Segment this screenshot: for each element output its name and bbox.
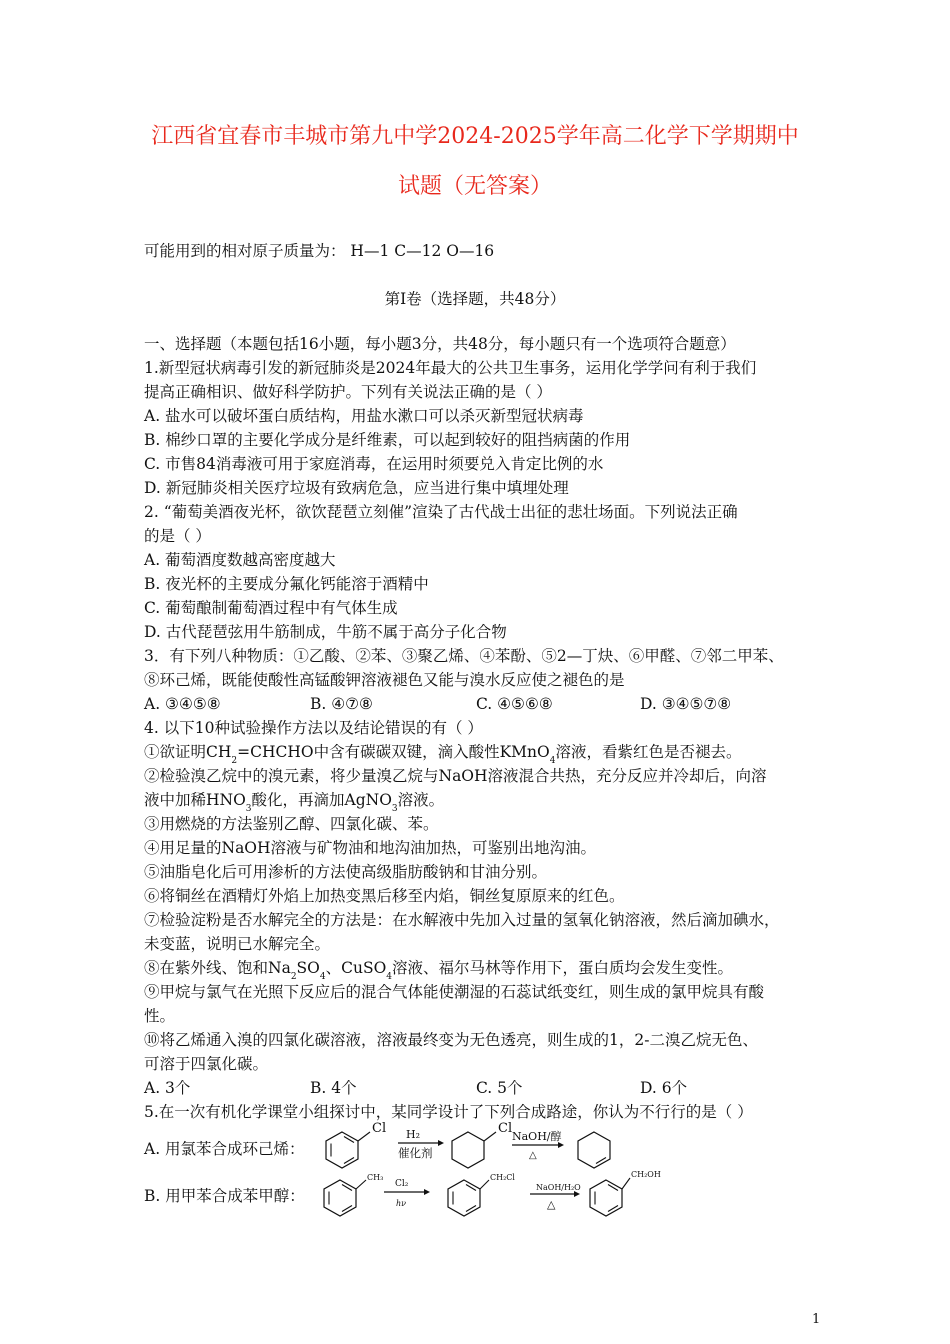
q5-stem: 5.在一次有机化学课堂小组探讨中，某同学设计了下列合成路途，你认为不行行的是（ ） <box>144 1103 753 1121</box>
q4-item-7-line1: ⑦检验淀粉是否水解完全的方法是：在水解液中先加入过量的氢氧化钠溶液，然后滴加碘水， <box>144 911 780 929</box>
q5-a-cl-2: Cl <box>498 1121 513 1136</box>
q4-option-b: B. 4个 <box>310 1079 357 1097</box>
q4-item-8-text-b: SO <box>296 959 320 977</box>
q4-item-2-text-a: 液中加稀HNO <box>144 791 246 809</box>
q4-item-8-sub-1: 2 <box>290 972 297 982</box>
q4-item-2-sub-1: 3 <box>245 804 252 814</box>
q2-stem-line1: 2. “葡萄美酒夜光杯，欲饮琵琶立刻催”渲染了古代战士出征的悲壮场面。下列说法正确 <box>144 503 738 521</box>
q5-b-ch2cl: CH₂Cl <box>490 1173 515 1182</box>
q2-option-a: A. 葡萄酒度数越高密度越大 <box>144 551 336 569</box>
q4-option-d: D. 6个 <box>640 1079 688 1097</box>
part-intro: 一、选择题（本题包括16小题，每小题3分，共48分，每小题只有一个选项符合题意） <box>144 335 736 353</box>
q2-stem-line2: 的是（ ） <box>144 527 211 545</box>
q1-option-d: D. 新冠肺炎相关医疗垃圾有致病危急，应当进行集中填埋处理 <box>144 479 569 497</box>
q5-b-ch2oh: CH₂OH <box>631 1170 661 1179</box>
q3-option-c: C. ④⑤⑥⑧ <box>476 695 553 713</box>
benzyl-chloride-structure <box>448 1180 489 1216</box>
q5-option-b-label: B. 用甲苯合成苯甲醇： <box>144 1187 305 1205</box>
q4-item-8-sub-2: 4 <box>319 972 326 982</box>
q4-item-1-sub-2: 4 <box>549 756 556 766</box>
q1-option-b: B. 棉纱口罩的主要化学成分是纤维素，可以起到较好的阻挡病菌的作用 <box>144 431 631 449</box>
q4-option-c: C. 5个 <box>476 1079 523 1097</box>
q3-option-d: D. ③④⑤⑦⑧ <box>640 695 732 713</box>
q3-option-a: A. ③④⑤⑧ <box>144 695 221 713</box>
q3-stem-line2: ⑧环己烯，既能使酸性高锰酸钾溶液褪色又能与溴水反应使之褪色的是 <box>144 671 625 689</box>
q5-b-naoh: NaOH/H₂O <box>536 1183 581 1192</box>
q4-item-1-text-a: ①欲证明CH <box>144 743 232 761</box>
q2-option-c: C. 葡萄酿制葡萄酒过程中有气体生成 <box>144 599 398 617</box>
q4-item-4: ④用足量的NaOH溶液与矿物油和地沟油加热，可鉴别出地沟油。 <box>144 839 597 857</box>
q4-item-7-line2: 未变蓝，说明已水解完全。 <box>144 935 331 953</box>
q4-item-2-line1: ②检验溴乙烷中的溴元素，将少量溴乙烷与NaOH溶液混合共热，充分反应并冷却后，向溶 <box>144 767 767 785</box>
q5-a-h2: H₂ <box>406 1128 421 1141</box>
q4-item-1-text-b: =CHCHO中含有碳碳双键，滴入酸性KMnO <box>237 743 550 761</box>
q5-option-a-label: A. 用氯苯合成环己烯： <box>144 1140 305 1158</box>
q5-b-ch3: CH₃ <box>367 1173 384 1182</box>
page-number: 1 <box>812 1312 821 1327</box>
q3-stem-line1: 3．有下列八种物质：①乙酸、②苯、③聚乙烯、④苯酚、⑤2—丁炔、⑥甲醛、⑦邻二甲苯、 <box>144 647 784 665</box>
q5-b-hv: hν <box>396 1199 407 1208</box>
section-title: 第Ⅰ卷（选择题，共48分） <box>384 290 566 308</box>
q2-option-b: B. 夜光杯的主要成分氟化钙能溶于酒精中 <box>144 575 429 593</box>
atomic-masses: 可能用到的相对原子质量为： H—1 C—12 O—16 <box>144 242 495 260</box>
title-line-2: 试题（无答案） <box>397 174 552 199</box>
q5-a-delta: △ <box>529 1150 537 1161</box>
q5-a-catalyst: 催化剂 <box>398 1146 433 1160</box>
q5-b-delta: △ <box>547 1198 556 1211</box>
chlorobenzene-structure <box>326 1132 370 1168</box>
q4-item-8-text-c: 、CuSO <box>325 959 387 977</box>
toluene-structure <box>324 1180 366 1216</box>
q5-a-cl-1: Cl <box>372 1121 387 1136</box>
q5-a-naoh: NaOH/醇 <box>512 1130 562 1143</box>
q4-item-10-line2: 可溶于四氯化碳。 <box>144 1055 269 1073</box>
q5-b-cl2: Cl₂ <box>395 1179 409 1189</box>
q4-item-8-text-d: 溶液、福尔马林等作用下，蛋白质均会发生变性。 <box>392 959 734 977</box>
q1-stem-line2: 提高正确相识、做好科学防护。下列有关说法正确的是（ ） <box>144 383 552 401</box>
q4-item-6: ⑥将铜丝在酒精灯外焰上加热变黑后移至内焰，铜丝复原原来的红色。 <box>144 887 625 905</box>
benzyl-alcohol-structure <box>590 1178 630 1216</box>
q4-item-8-sub-3: 4 <box>386 972 393 982</box>
q1-option-a: A. 盐水可以破坏蛋白质结构，用盐水漱口可以杀灭新型冠状病毒 <box>144 407 584 425</box>
q4-option-a: A. 3个 <box>144 1079 191 1097</box>
q4-item-1-sub-1: 2 <box>231 756 238 766</box>
q4-item-3: ③用燃烧的方法鉴别乙醇、四氯化碳、苯。 <box>144 815 439 833</box>
chlorocyclohexane-structure <box>452 1132 496 1168</box>
q4-stem: 4. 以下10种试验操作方法以及结论错误的有（ ） <box>144 719 483 737</box>
q1-option-c: C. 市售84消毒液可用于家庭消毒，在运用时须要兑入肯定比例的水 <box>144 455 604 473</box>
title-line-1: 江西省宜春市丰城市第九中学2024-2025学年高二化学下学期期中 <box>151 124 799 149</box>
q4-item-8-text-a: ⑧在紫外线、饱和Na <box>144 959 291 977</box>
q5-b-reaction-scheme <box>318 1164 698 1224</box>
q4-item-9-line1: ⑨甲烷与氯气在光照下反应后的混合气体能使潮湿的石蕊试纸变红，则生成的氯甲烷具有酸 <box>144 983 765 1001</box>
q4-item-10-line1: ⑩将乙烯通入溴的四氯化碳溶液，溶液最终变为无色透亮，则生成的1，2-二溴乙烷无色、 <box>144 1031 758 1049</box>
q2-option-d: D. 古代琵琶弦用牛筋制成，牛筋不属于高分子化合物 <box>144 623 507 641</box>
q4-item-9-line2: 性。 <box>144 1007 176 1025</box>
q5-b-arrow-1-head <box>424 1189 430 1195</box>
q4-item-5: ⑤油脂皂化后可用渗析的方法使高级脂肪酸钠和甘油分别。 <box>144 863 548 881</box>
q4-item-2-text-c: 溶液。 <box>397 791 445 809</box>
q4-item-2-text-b: 酸化，再滴加AgNO <box>251 791 392 809</box>
q1-stem-line1: 1.新型冠状病毒引发的新冠肺炎是2024年最大的公共卫生事务，运用化学学问有利于我们 <box>144 359 757 377</box>
q5-a-arrow-1-head <box>438 1140 444 1146</box>
cyclohexene-structure <box>578 1132 610 1168</box>
q4-item-1-text-c: 溶液，看紫红色是否褪去。 <box>555 743 742 761</box>
q3-option-b: B. ④⑦⑧ <box>310 695 373 713</box>
q4-item-2-sub-2: 3 <box>391 804 398 814</box>
